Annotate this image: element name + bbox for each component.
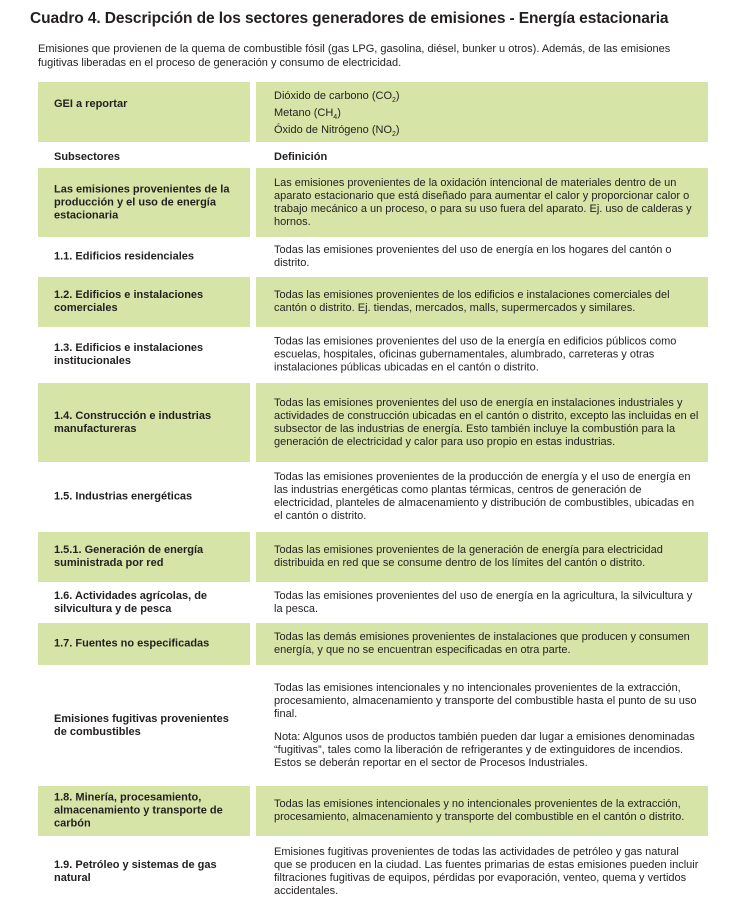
subsector-label: 1.2. Edificios e instalaciones comerciales <box>54 289 204 314</box>
header-definition: Definición <box>274 151 328 163</box>
gei-label: GEI a reportar <box>54 98 128 110</box>
table-row <box>38 277 708 327</box>
definition-text: Todas las emisiones provenientes de los edificios e instalaciones comerciales del cantón o distrito. Ej. tiendas, mercados, malls, supermercados y similares. <box>274 289 670 314</box>
table-row <box>38 239 708 274</box>
header-subsector: Subsectores <box>54 151 121 163</box>
definition-text: Todas las emisiones provenientes de la producción de energía y el uso de energía en las industrias energéticas como plantas térmicas, centros de generación de electricidad, planteles de almacenamiento y distribución de combustibles, ubicadas en el cantón o distrito. <box>274 471 695 522</box>
definition-text: Todas las emisiones intencionales y no intencionales provenientes de la extracción, procesamiento, almacenamiento y transporte del combustible hasta el punto de su uso final. <box>274 681 697 720</box>
definition-text: Emisiones fugitivas provenientes de todas las actividades de petróleo y gas natural que se producen en la ciudad. Las fuentes primarias de estas emisiones pueden incluir filtraciones fugitivas de equipos, pérdidas por evaporación, venteo, quema y vertidos accidentales. <box>274 846 699 897</box>
gei-label-cell <box>38 82 250 142</box>
subsector-label: 1.7. Fuentes no especificadas <box>54 637 210 650</box>
table-row <box>38 668 708 783</box>
subsector-label: 1.5. Industrias energéticas <box>54 490 193 503</box>
definition-text: Todas las emisiones provenientes del uso de energía en los hogares del cantón o distrito. <box>274 243 672 269</box>
table-row <box>38 465 708 529</box>
gas-co2: Dióxido de carbono $(CO_2)$ <box>274 90 400 105</box>
definition-text: Las emisiones provenientes de la oxidación intencional de materiales dentro de un aparato estacionario que está diseñado para aumentar el calor y proporcionar calor o trabajo mecánico a un proceso, o para su uso fuera del aparato. Ej. uso de calderas y hornos. <box>274 176 692 228</box>
definition-text: Todas las emisiones provenientes de la generación de energía para electricidad distribuida en red que se consume dentro de los límites del cantón o distrito. <box>274 544 663 569</box>
definition-note: Nota: Algunos usos de productos también pueden dar lugar a emisiones denominadas “fugitivas”, tales como la liberación de refrigerantes y de extinguidores de incendios. Estos se deberán reportar en el sector de Procesos Industriales. <box>274 730 695 769</box>
table-row <box>38 330 708 380</box>
subsector-label: 1.3. Edificios e instalaciones institucionales <box>54 342 204 367</box>
subsector-label: 1.5.1. Generación de energía suministrada por red <box>54 544 204 569</box>
subsector-label: 1.9. Petróleo y sistemas de gas natural <box>54 859 217 884</box>
header-row <box>38 145 708 167</box>
definition-text: Todas las emisiones provenientes del uso de energía en instalaciones industriales y actividades de construcción ubicadas en el cantón o distrito, excepto las incluidas en el subsector de las industrias de energía. Esto también incluye la combustión para la generación de electricidad y calor para uso propio en estas industrias. <box>274 396 699 448</box>
gas-no2: Óxido de Nitrógeno $(NO_2)$ <box>274 124 400 139</box>
table-row <box>38 383 708 462</box>
table-row <box>38 585 708 620</box>
subsector-label: Emisiones fugitivas provenientes de combustibles <box>54 712 229 738</box>
definition-text: Todas las emisiones provenientes del uso de la energía en edificios públicos como escuelas, hospitales, oficinas gubernamentales, alumbrado, carreteras y otras instalaciones públicas ubicadas en el cantón o distrito. <box>274 335 677 374</box>
definition-text: Todas las emisiones provenientes del uso de energía en la agricultura, la silvicultura y la pesca. <box>274 589 693 615</box>
subsector-label: 1.6. Actividades agrícolas, de silvicultura y de pesca <box>54 589 208 615</box>
definition-text: Todas las emisiones intencionales y no intencionales provenientes de la extracción, procesamiento, almacenamiento y transporte del combustible en el cantón o distrito. <box>274 798 685 823</box>
table-row <box>38 532 708 582</box>
gei-gases-cell <box>256 82 708 142</box>
table-row <box>38 168 708 237</box>
subsector-label: 1.4. Construcción e industrias manufactureras <box>54 409 212 435</box>
table-row <box>38 623 708 665</box>
intro-paragraph: Emisiones que provienen de la quema de combustible fósil (gas LPG, gasolina, diésel, bunker u otros). Además, de las emisiones fugitivas liberadas en el proceso de generación y consumo de electricidad. <box>38 43 671 69</box>
subsector-label: 1.1. Edificios residenciales <box>54 250 195 262</box>
definition-text: Todas las demás emisiones provenientes de instalaciones que producen y consumen energía, y que no se encuentran especificadas en otra parte. <box>274 631 690 656</box>
gas-ch4: Metano $(CH_4)$ <box>274 107 341 122</box>
table-title: Cuadro 4. Descripción de los sectores generadores de emisiones - Energía estacionaria <box>30 10 669 27</box>
subsector-label: 1.8. Minería, procesamiento, almacenamiento y transporte de carbón <box>54 791 223 830</box>
table-row <box>38 786 708 836</box>
subsector-label: Las emisiones provenientes de la producción y el uso de energía estacionaria <box>54 183 230 221</box>
gei-row <box>38 82 708 142</box>
table-row <box>38 839 708 905</box>
